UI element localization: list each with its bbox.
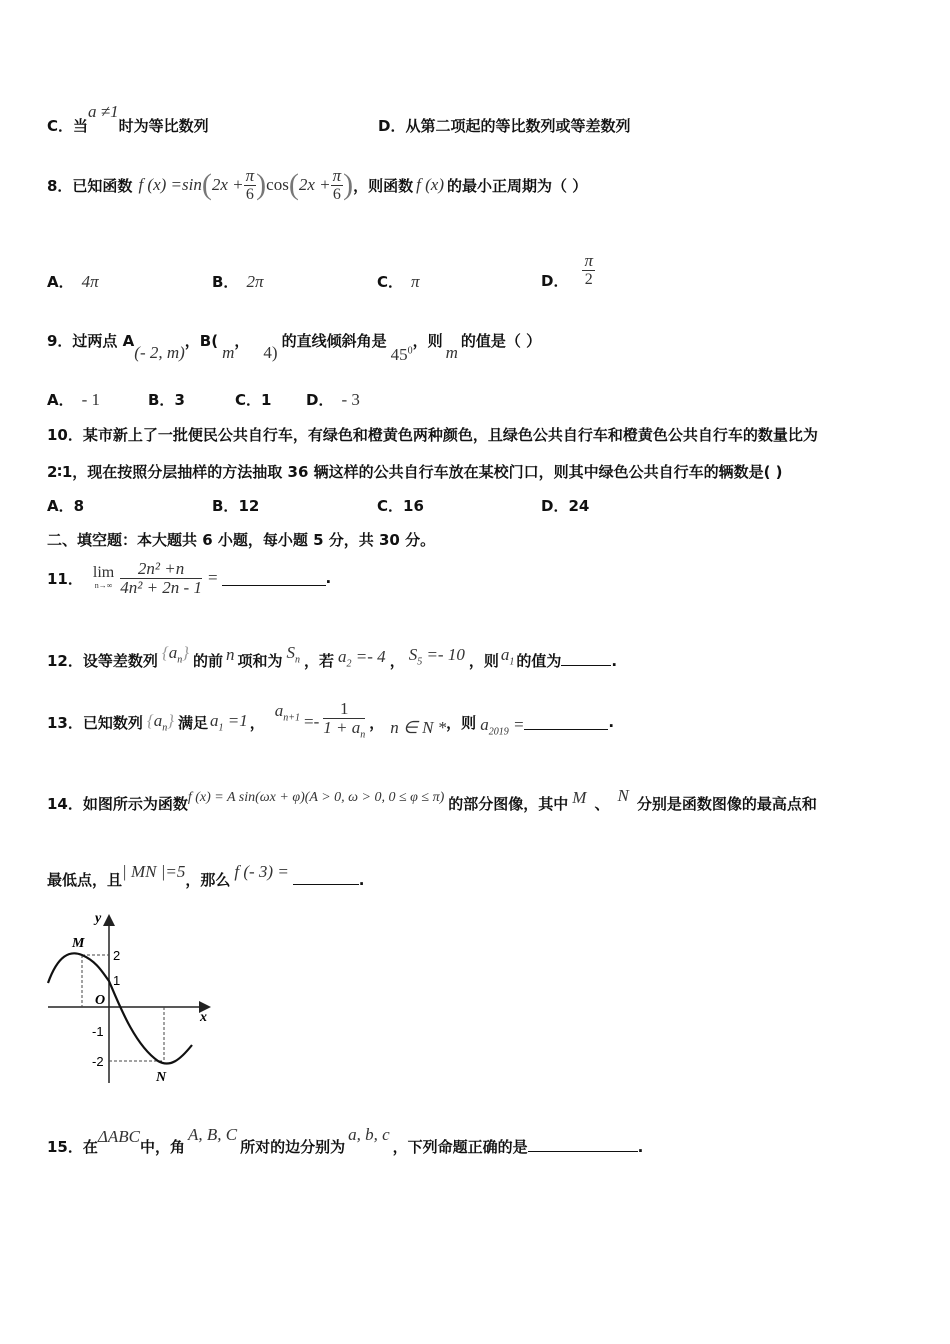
q9-angle <box>391 345 413 364</box>
q9-lead: 9．过两点 A <box>47 332 135 350</box>
q12-a2-sub: 2 <box>346 658 352 670</box>
q10-line1: 10．某市新上了一批便民公共自行车，有绿色和橙黄色两种颜色，且绿色公共自行车和橙黄色公共自行车的数量比为 <box>47 426 818 444</box>
q12-stem <box>47 643 618 673</box>
q9-tail: 的值是（ ） <box>460 332 542 350</box>
q13-seq: $\{a_n\}$ <box>146 710 174 734</box>
q7-c-tail: 时为等比数列 <box>118 117 209 135</box>
q13-frac-den <box>323 719 365 744</box>
q13-frac-den-text: 1 + a <box>323 717 361 737</box>
q12-seq-sub: n <box>177 654 183 666</box>
q12-a1-sub: 1 <box>509 656 515 668</box>
q12-S5 <box>408 645 465 668</box>
q11-end: . <box>325 569 332 587</box>
q11-lim-sub: n→∞ <box>94 581 113 590</box>
q10-c-val: 16 <box>403 497 424 515</box>
q8-b-val: 2π <box>246 272 264 291</box>
q9-m2: m <box>445 343 458 362</box>
q8-stem <box>47 160 587 210</box>
q8-a-label: A． <box>47 273 74 291</box>
q8-option-b <box>212 271 263 292</box>
q14-answer-blank[interactable] <box>293 870 359 885</box>
q13-frac <box>323 700 365 744</box>
q9-b-val: 3 <box>174 391 185 409</box>
q8-lead: 8．已知函数 <box>47 176 133 195</box>
origin-label: O <box>95 993 106 1008</box>
q8-frac2-den: 6 <box>332 185 341 203</box>
q9-option-c <box>235 389 271 410</box>
q9-angle-deg: 0 <box>407 345 413 357</box>
q10-d-label: D． <box>541 497 569 515</box>
q11-eq: = <box>207 568 218 587</box>
q15-angles: A, B, C <box>187 1125 238 1144</box>
q14-end: . <box>358 871 365 889</box>
q14-func: f (x) = A sin(ωx + φ)(A > 0, ω > 0, 0 ≤ φ ≤ π) <box>187 790 445 805</box>
q8-frac2-num: π <box>332 165 342 185</box>
q10-line2: 2∶1，现在按照分层抽样的方法抽取 36 辆这样的公共自行车放在某校门口，则其中绿色公共自行车的辆数是( ) <box>47 463 783 481</box>
q8-tail: 的最小正周期为（ ） <box>447 176 588 195</box>
q12-a1-a: a <box>500 645 510 664</box>
q13-a1-val: =1 <box>227 710 248 730</box>
q8-b-label: B． <box>212 273 239 291</box>
q14-line2 <box>47 862 365 890</box>
q14-M: M <box>572 788 587 807</box>
q12-t3: ，若 <box>304 652 335 670</box>
q11-lim <box>93 565 114 591</box>
q14-dot: 、 <box>594 795 610 813</box>
q9-mid2: ，则 <box>412 332 443 350</box>
q8-d-label: D． <box>541 272 569 290</box>
q12-answer-blank[interactable] <box>561 651 611 666</box>
q13-t2: ，则 <box>446 713 477 732</box>
q13-a2019-sub: 2019 <box>488 726 509 738</box>
q13-nset: n ∈ N * <box>390 718 447 737</box>
point-n-label: N <box>156 1070 167 1085</box>
q15-lead: 15．在 <box>47 1138 98 1156</box>
q14-t1: 的部分图像，其中 <box>448 795 569 813</box>
tick-minus-1: -1 <box>92 1024 104 1039</box>
q10-a-val: 8 <box>73 497 85 515</box>
q9-sep: ，B( <box>184 332 219 350</box>
q12-t2: 项和为 <box>237 652 283 670</box>
q8-option-d <box>541 250 595 291</box>
q8-arg1: 2x + <box>211 175 244 194</box>
q8-frac1-num: π <box>245 165 255 185</box>
q12-seq-a: a <box>168 643 178 662</box>
q11-lead: 11． <box>47 569 83 588</box>
q15-answer-blank[interactable] <box>528 1137 638 1152</box>
q9-m: m <box>222 343 235 362</box>
q10-d-val: 24 <box>568 497 590 515</box>
q15-t3: ，下列命题正确的是 <box>392 1138 528 1156</box>
q12-a1 <box>500 645 515 668</box>
q13-stem <box>47 696 614 748</box>
q12-n: n <box>226 645 235 664</box>
q13-frac-den-sub: n <box>360 729 366 741</box>
q14-line1 <box>47 786 817 814</box>
q8-d-frac <box>582 252 595 289</box>
q13-a2019-a: a <box>480 714 489 734</box>
q13-frac-num: 1 <box>323 700 365 719</box>
q8-d-den: 2 <box>584 271 593 288</box>
q11-stem <box>47 555 331 601</box>
q14-graph <box>40 905 220 1090</box>
q14-lead: 14．如图所示为函数 <box>47 795 188 813</box>
q12-Sn <box>286 643 301 666</box>
q12-comma: ， <box>389 652 405 670</box>
q9-mid: 的直线倾斜角是 <box>281 332 387 350</box>
q9-point-a: (- 2, m) <box>134 343 185 362</box>
tick-2: 2 <box>113 948 121 963</box>
q13-t1: 满足 <box>178 713 209 732</box>
q7-c-label: C．当 <box>47 117 89 135</box>
q9-a-label: A． <box>47 391 74 409</box>
q8-paren-close-1: ) <box>256 168 267 201</box>
q8-c-label: C． <box>377 273 404 291</box>
q15-tri: ΔABC <box>97 1127 140 1146</box>
q9-stem <box>47 330 542 364</box>
q7-option-c <box>47 102 209 136</box>
q13-a1-a: a <box>210 710 219 730</box>
q15-stem <box>47 1125 644 1157</box>
q12-S5-sub: 5 <box>417 656 423 668</box>
q9-option-d <box>306 389 360 410</box>
q12-S-sub: n <box>295 654 301 666</box>
q8-a-val: 4π <box>81 272 99 291</box>
q8-paren-close-2: ) <box>343 168 354 201</box>
q11-frac <box>120 560 202 597</box>
q8-paren-open-2: ( <box>288 168 299 201</box>
q14-f3: f (- 3) = <box>234 862 289 881</box>
q13-an1 <box>275 701 300 723</box>
q14-mn: | MN |=5 <box>122 862 186 881</box>
x-axis-label: x <box>200 1010 207 1025</box>
q9-option-b <box>148 389 185 410</box>
q14-t3: ，那么 <box>185 871 231 889</box>
q8-c-val: π <box>411 272 420 291</box>
q13-seq-sub: n <box>162 722 168 734</box>
q8-func: f (x) =sin <box>138 175 202 194</box>
section-2-header: 二、填空题：本大题共 6 小题，每小题 5 分，共 30 分。 <box>47 531 436 549</box>
q12-S5-S: S <box>408 645 418 664</box>
q12-t1: 的前 <box>193 652 224 670</box>
q12-lead: 12．设等差数列 <box>47 652 158 670</box>
q11-num: 2n² +n <box>120 560 202 579</box>
q15-t2: 所对的边分别为 <box>240 1138 346 1156</box>
q8-d-num: π <box>584 251 593 270</box>
q15-sides: a, b, c <box>348 1125 390 1144</box>
q8-mid: ，则函数 <box>353 176 414 195</box>
q8-arg2: 2x + <box>298 175 331 194</box>
q13-a1 <box>210 711 248 733</box>
q12-t5: 的值为 <box>516 652 562 670</box>
q9-angle-num: 45 <box>390 345 408 364</box>
q12-a2-a: a <box>338 647 347 666</box>
q13-answer-blank[interactable] <box>524 715 608 730</box>
sine-curve <box>48 953 192 1063</box>
q13-eq: =- <box>304 712 320 731</box>
q11-answer-blank[interactable] <box>222 571 326 586</box>
q9-c-label: C． <box>235 391 262 409</box>
q11-den: 4n² + 2n - 1 <box>120 577 202 597</box>
q9-b-label: B． <box>148 391 175 409</box>
q9-c-val: 1 <box>261 391 272 409</box>
q10-option-d <box>541 495 589 516</box>
q11-lim-text: lim <box>92 564 115 581</box>
q12-end: . <box>611 652 618 670</box>
q13-end: . <box>608 713 615 731</box>
q13-comma: ， <box>249 713 265 732</box>
q9-d-val: - 3 <box>341 390 360 409</box>
q14-t2: 分别是函数图像的最高点和 <box>636 795 817 813</box>
q13-lead: 13．已知数列 <box>47 713 143 732</box>
q9-four: 4) <box>263 343 278 362</box>
q8-frac2 <box>331 167 344 204</box>
q13-comma2: ， <box>369 713 385 732</box>
q10-option-c <box>377 495 424 516</box>
q13-a2019 <box>480 715 524 737</box>
tick-1: 1 <box>113 973 121 988</box>
q8-fx: f (x) <box>416 175 445 194</box>
q14-line2-a: 最低点，且 <box>47 871 123 889</box>
q10-b-label: B． <box>212 497 239 515</box>
tick-minus-2: -2 <box>92 1054 104 1069</box>
q8-paren-open-1: ( <box>201 168 212 201</box>
q10-a-label: A． <box>47 497 74 515</box>
q14-N: N <box>617 786 629 805</box>
q9-a-val: - 1 <box>81 390 101 409</box>
q12-seq: $\{a_n\}$ <box>161 643 189 666</box>
q8-option-c <box>377 271 420 292</box>
q13-eq2: = <box>512 714 525 734</box>
q8-option-a <box>47 271 99 292</box>
q10-b-val: 12 <box>238 497 260 515</box>
q12-a2 <box>338 647 386 670</box>
q13-a1-sub: 1 <box>218 722 224 734</box>
q13-seq-a: a <box>153 710 163 730</box>
q10-c-label: C． <box>377 497 404 515</box>
q13-an1-a: a <box>274 700 284 720</box>
q8-cos: cos <box>266 175 289 194</box>
q10-option-b <box>212 495 259 516</box>
q12-t4: ，则 <box>468 652 499 670</box>
point-m-label: M <box>72 936 85 951</box>
y-axis-label: y <box>95 911 102 926</box>
q13-an1-sub: n+1 <box>283 712 301 724</box>
q7-option-d: D．从第二项起的等比数列或等差数列 <box>378 117 631 135</box>
q9-comma: ， <box>234 332 250 350</box>
q15-t1: 中，角 <box>139 1138 185 1156</box>
q12-a2-val: =- 4 <box>355 647 386 666</box>
q10-option-a <box>47 495 84 516</box>
q15-end: . <box>637 1138 644 1156</box>
q7-c-math: a ≠1 <box>88 102 119 121</box>
q9-option-a <box>47 389 100 410</box>
q8-frac1-den: 6 <box>245 185 254 203</box>
q12-S: S <box>286 643 296 662</box>
q9-d-label: D． <box>306 391 334 409</box>
q12-S5-val: =- 10 <box>426 645 465 664</box>
q8-frac1 <box>244 167 257 204</box>
